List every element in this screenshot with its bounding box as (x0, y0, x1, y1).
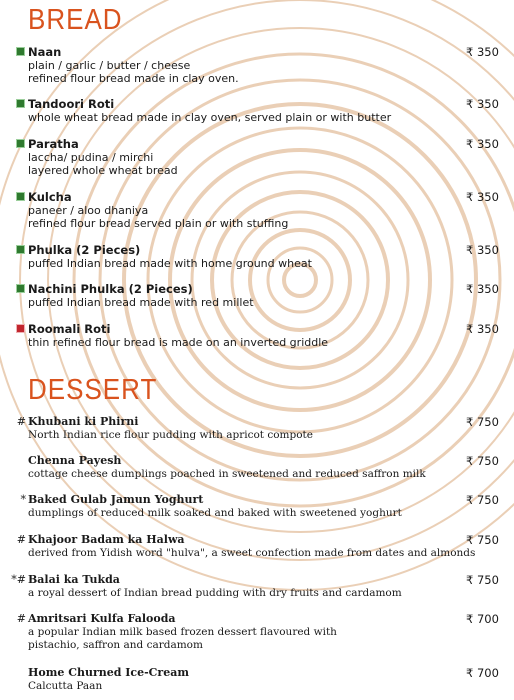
item-price: ₹ 750 (466, 493, 499, 507)
description-line: a royal dessert of Indian bread pudding with dry fruits and cardamom (28, 587, 402, 599)
description-line: refined flour bread served plain or with stuffing (28, 217, 289, 230)
item-marker: # (16, 415, 26, 428)
description-line: plain / garlic / butter / cheese (28, 59, 191, 72)
item-price: ₹ 700 (466, 612, 499, 626)
item-price: ₹ 750 (466, 573, 499, 587)
description-line: paneer / aloo dhaniya (28, 204, 149, 217)
item-description (28, 204, 288, 230)
description-line: layered whole wheat bread (28, 164, 178, 177)
item-description (28, 336, 328, 349)
item-description (28, 626, 337, 652)
description-line: North Indian rice flour pudding with apricot compote (28, 429, 313, 441)
item-price: ₹ 350 (466, 322, 499, 336)
item-description (28, 468, 426, 481)
dessert-section-title: DESSERT (28, 372, 158, 406)
nonveg-indicator-icon (17, 325, 24, 332)
item-marker: * (20, 493, 26, 506)
description-line: laccha/ pudina / mirchi (28, 151, 154, 164)
veg-indicator-icon (17, 48, 24, 55)
item-name: Balai ka Tukda (28, 573, 120, 586)
item-marker: # (16, 612, 26, 625)
description-line: dumplings of reduced milk soaked and baked with sweetened yoghurt (28, 507, 402, 519)
item-price: ₹ 750 (466, 415, 499, 429)
description-line: cottage cheese dumplings poached in sweetened and reduced saffron milk (28, 468, 426, 480)
description-line: puffed Indian bread made with red millet (28, 296, 254, 309)
item-name: Phulka (2 Pieces) (28, 243, 141, 257)
item-name: Baked Gulab Jamun Yoghurt (28, 493, 204, 506)
item-name: Home Churned Ice-Cream (28, 666, 189, 679)
item-name: Tandoori Roti (28, 97, 115, 111)
veg-indicator-icon (17, 193, 24, 200)
item-price: ₹ 750 (466, 454, 499, 468)
description-line: Calcutta Paan (28, 680, 103, 692)
description-line: derived from Yidish word "hulva", a sweet confection made from dates and almonds (28, 547, 476, 559)
veg-indicator-icon (17, 100, 24, 107)
description-line: puffed Indian bread made with home ground wheat (28, 257, 312, 270)
item-price: ₹ 350 (466, 243, 499, 257)
veg-indicator-icon (17, 140, 24, 147)
item-name: Roomali Roti (28, 322, 111, 336)
item-description (28, 59, 239, 85)
item-name: Naan (28, 45, 62, 59)
item-name: Nachini Phulka (2 Pieces) (28, 282, 193, 296)
item-description (28, 296, 254, 309)
item-description (28, 547, 475, 560)
item-price: ₹ 350 (466, 190, 499, 204)
bread-section-title: BREAD (28, 2, 123, 36)
description-line: a popular Indian milk based frozen dessert flavoured with (28, 626, 337, 638)
item-description (28, 507, 402, 520)
description-line: pistachio, saffron and cardamom (28, 639, 203, 651)
item-description (28, 680, 102, 693)
item-name: Chenna Payesh (28, 454, 122, 467)
description-line: whole wheat bread made in clay oven, served plain or with butter (28, 111, 392, 124)
description-line: thin refined flour bread is made on an inverted griddle (28, 336, 329, 349)
item-name: Khubani ki Phirni (28, 415, 139, 428)
item-price: ₹ 350 (466, 45, 499, 59)
item-name: Paratha (28, 137, 79, 151)
item-name: Kulcha (28, 190, 72, 204)
item-price: ₹ 750 (466, 533, 499, 547)
item-description (28, 429, 313, 442)
item-description (28, 151, 178, 177)
item-marker: # (16, 533, 26, 546)
item-name: Amritsari Kulfa Falooda (28, 612, 176, 625)
item-price: ₹ 350 (466, 137, 499, 151)
veg-indicator-icon (17, 246, 24, 253)
item-marker: *# (11, 573, 26, 586)
item-description (28, 257, 312, 270)
item-name: Khajoor Badam ka Halwa (28, 533, 185, 546)
item-description (28, 111, 391, 124)
veg-indicator-icon (17, 285, 24, 292)
item-description (28, 587, 402, 600)
item-price: ₹ 350 (466, 282, 499, 296)
description-line: refined flour bread made in clay oven. (28, 72, 239, 85)
item-price: ₹ 350 (466, 97, 499, 111)
item-price: ₹ 700 (466, 666, 499, 680)
